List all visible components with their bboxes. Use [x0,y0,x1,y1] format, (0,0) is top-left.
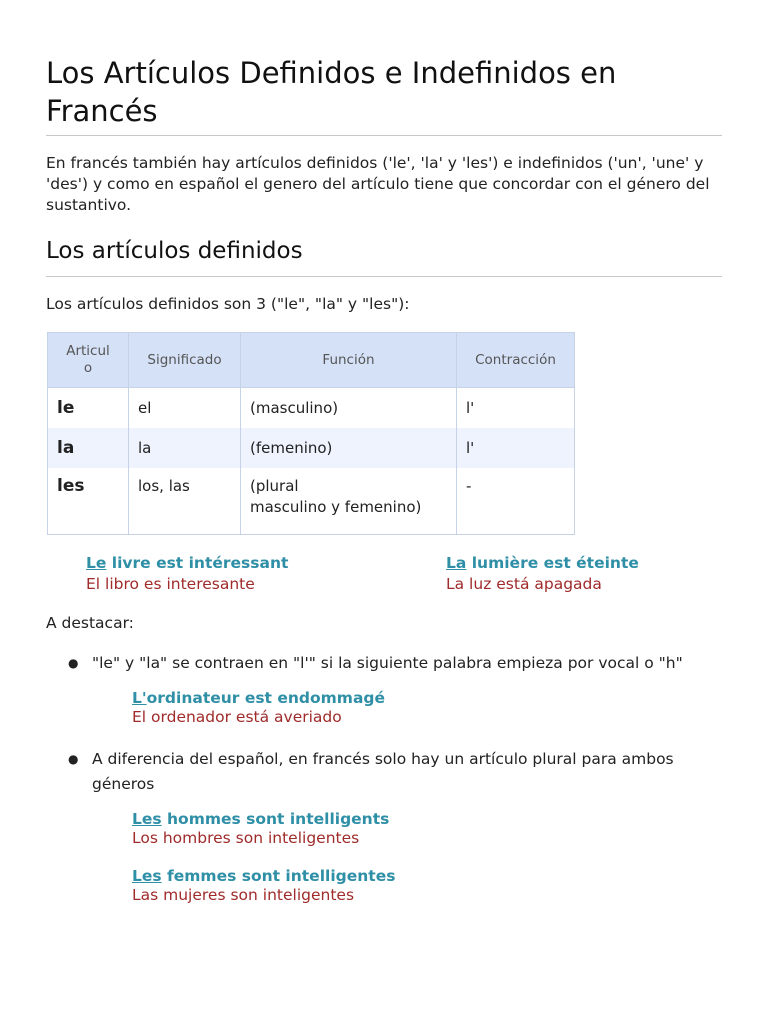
table-row [48,468,575,535]
example-pair [46,553,722,599]
notes-list [46,747,722,797]
bullet-icon: ● [68,656,79,670]
french-sentence [446,553,639,574]
french-sentence [132,689,722,708]
french-rest: livre est intéressant [106,554,289,572]
cell-significado: los, las [129,468,241,535]
cell-funcion: (femenino) [241,428,457,468]
cell-funcion: (masculino) [241,388,457,429]
spanish-translation: El libro es interesante [86,575,255,593]
french-sentence [132,810,722,829]
spanish-translation: Los hombres son inteligentes [132,829,360,847]
header-funcion: Función [241,333,457,388]
french-sentence [86,553,288,574]
page-title: Los Artículos Definidos e Indefinidos en Francés [46,56,617,128]
note-label: A destacar: [46,614,134,632]
header-articulo-line2: o [83,360,93,376]
article-link[interactable]: Le [86,554,107,572]
table-row [48,388,575,429]
table-row [48,428,575,468]
cell-articulo: le [48,388,129,429]
spanish-translation: El ordenador está averiado [132,708,342,726]
list-item [46,651,722,676]
article-page [46,0,722,905]
bullet-icon: ● [68,752,79,766]
cell-articulo: les [48,468,129,535]
french-sentence [132,867,722,886]
french-rest: femmes sont intelligentes [161,867,396,885]
french-rest: ordinateur est endommagé [146,689,386,707]
cell-contraccion: - [457,468,575,535]
title-divider [46,135,722,136]
example-la [446,553,639,595]
section-divider [46,276,722,277]
spanish-translation: La luz está apagada [446,575,602,593]
cell-funcion-line1: (plural [250,477,299,495]
articles-table [47,332,575,535]
list-item-text: "le" y "la" se contraen en "l'" si la siguiente palabra empieza por vocal o "h" [92,654,683,672]
cell-funcion-line2: masculino y femenino) [250,498,422,516]
header-articulo [48,333,129,388]
list-item-text: A diferencia del español, en francés solo hay un artículo plural para ambos géneros [92,750,674,793]
cell-significado: la [129,428,241,468]
cell-funcion [241,468,457,535]
french-rest: hommes sont intelligents [161,810,390,828]
notes-list [46,651,722,676]
cell-contraccion: l' [457,388,575,429]
example-lordinateur [132,689,722,727]
article-link[interactable]: Les [132,867,162,885]
header-contraccion: Contracción [457,333,575,388]
header-articulo-line1: Articul [66,343,110,359]
example-les-hommes [132,810,722,848]
intro-paragraph: En francés también hay artículos definidos ('le', 'la' y 'les') e indefinidos ('un', 'une' y 'des') y como en español el genero del artículo tiene que concordar con el género del sustantivo. [46,154,710,214]
article-link[interactable]: La [446,554,467,572]
section-lead: Los artículos definidos son 3 ("le", "la" y "les"): [46,295,410,313]
table-header-row [48,333,575,388]
section-heading: Los artículos definidos [46,238,303,264]
cell-contraccion: l' [457,428,575,468]
list-item [46,747,722,797]
example-le [86,553,288,595]
article-link[interactable]: Les [132,810,162,828]
example-les-femmes [132,867,722,905]
spanish-translation: Las mujeres son inteligentes [132,886,355,904]
cell-articulo: la [48,428,129,468]
article-link[interactable]: L' [132,689,147,707]
french-rest: lumière est éteinte [466,554,639,572]
cell-significado: el [129,388,241,429]
header-significado: Significado [129,333,241,388]
